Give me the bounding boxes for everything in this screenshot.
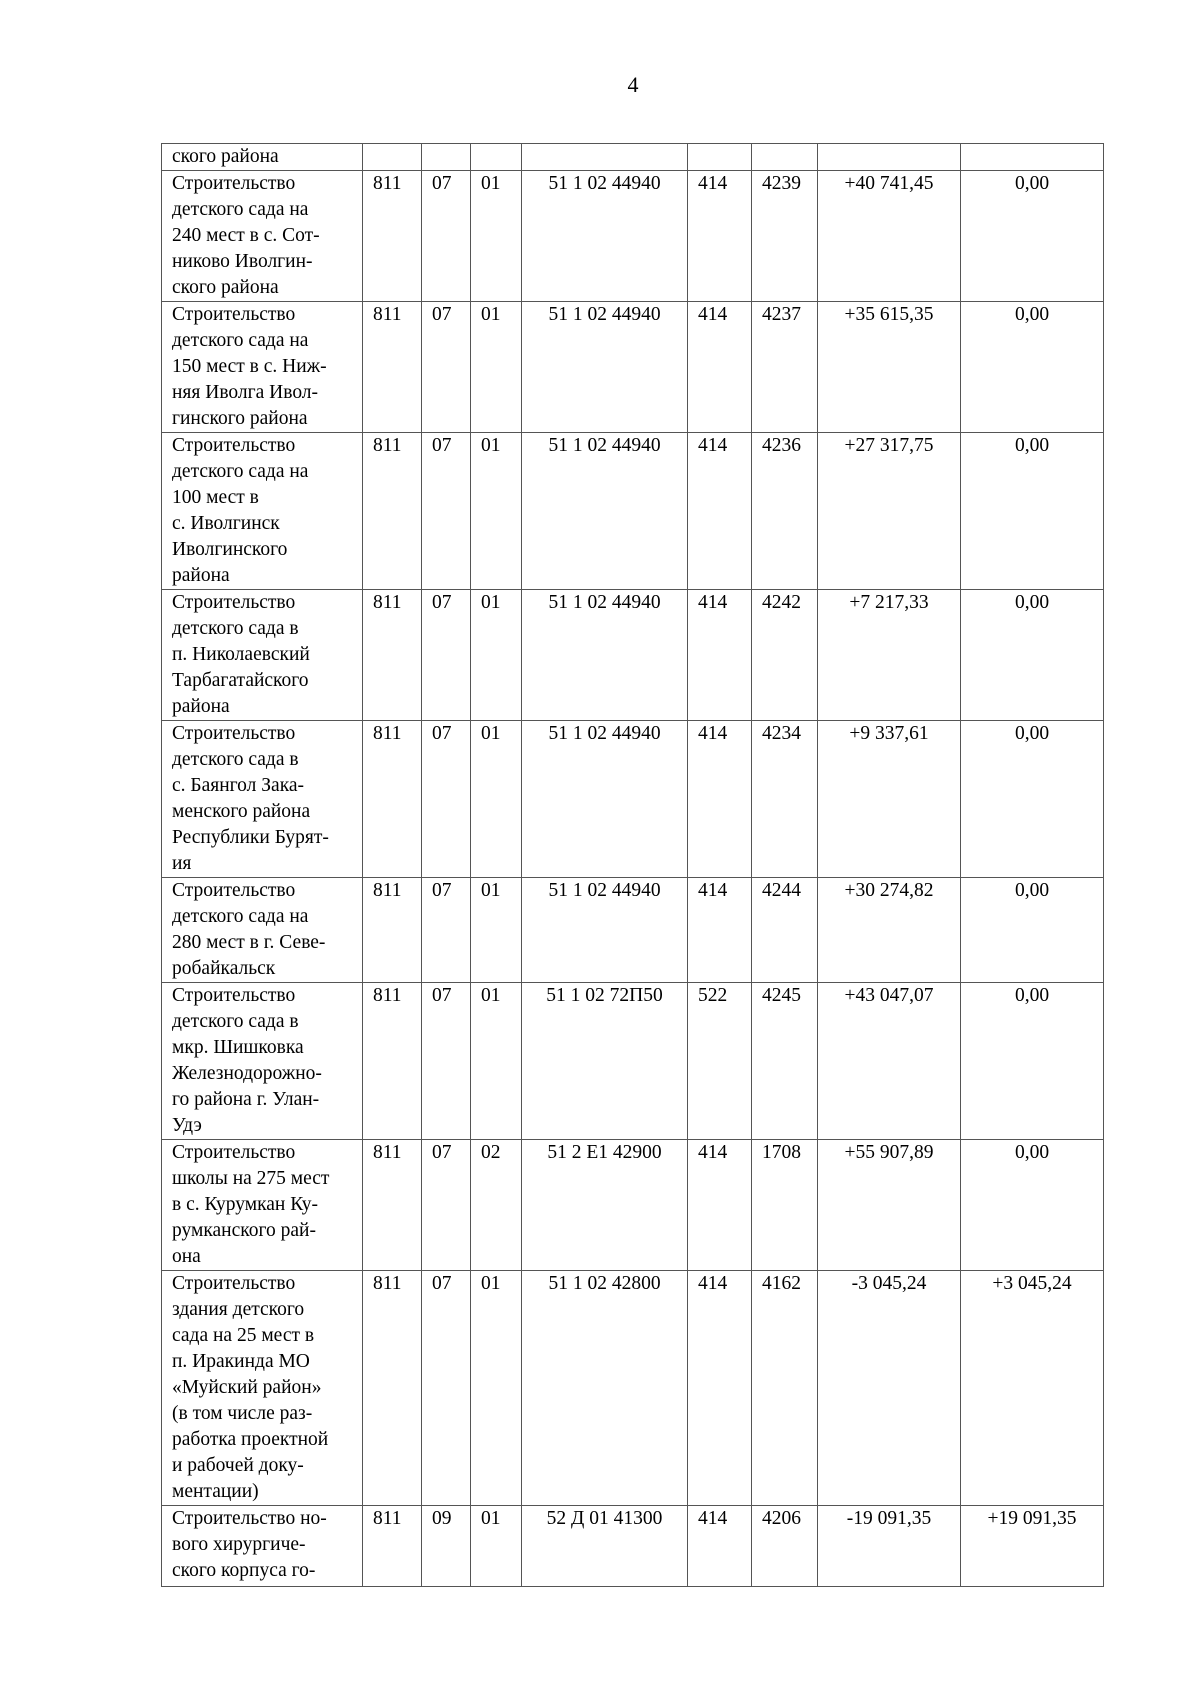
amount-next-cell: 0,00 bbox=[961, 983, 1104, 1140]
target-article-cell: 51 1 02 44940 bbox=[522, 433, 688, 590]
expense-type-cell bbox=[688, 144, 752, 171]
code-cell: 4236 bbox=[752, 433, 818, 590]
amount-next-cell: 0,00 bbox=[961, 878, 1104, 983]
object-name-cell: Строительство здания детского сада на 25 мест в п. Иракинда МО «Муйский район» (в том числе раз- работка проектной и рабочей доку- ментации) bbox=[162, 1271, 363, 1506]
object-name-cell: Строительство детского сада в п. Николаевский Тарбагатайского района bbox=[162, 590, 363, 721]
target-article-cell: 51 1 02 44940 bbox=[522, 878, 688, 983]
amount-next-cell bbox=[961, 144, 1104, 171]
subsection-code-cell: 01 bbox=[471, 721, 522, 878]
code-cell: 4245 bbox=[752, 983, 818, 1140]
target-article-cell: 51 1 02 44940 bbox=[522, 721, 688, 878]
table-row bbox=[162, 302, 1104, 433]
ministry-code-cell: 811 bbox=[363, 878, 422, 983]
ministry-code-cell: 811 bbox=[363, 983, 422, 1140]
amount-change-cell: +30 274,82 bbox=[818, 878, 961, 983]
subsection-code-cell: 02 bbox=[471, 1140, 522, 1271]
object-name-cell: Строительство школы на 275 мест в с. Курумкан Ку- румканского рай- она bbox=[162, 1140, 363, 1271]
expense-type-cell: 414 bbox=[688, 1271, 752, 1506]
amount-change-cell: +43 047,07 bbox=[818, 983, 961, 1140]
code-cell: 4237 bbox=[752, 302, 818, 433]
section-code-cell: 07 bbox=[422, 433, 471, 590]
section-code-cell: 07 bbox=[422, 721, 471, 878]
section-code-cell: 07 bbox=[422, 302, 471, 433]
subsection-code-cell: 01 bbox=[471, 983, 522, 1140]
section-code-cell: 07 bbox=[422, 1140, 471, 1271]
section-code-cell: 07 bbox=[422, 171, 471, 302]
object-name-cell: Строительство детского сада на 100 мест в с. Иволгинск Иволгинского района bbox=[162, 433, 363, 590]
section-code-cell: 07 bbox=[422, 878, 471, 983]
section-code-cell bbox=[422, 144, 471, 171]
object-name-cell: Строительство детского сада на 150 мест в с. Ниж- няя Иволга Ивол- гинского района bbox=[162, 302, 363, 433]
expense-type-cell: 414 bbox=[688, 302, 752, 433]
amount-next-cell: 0,00 bbox=[961, 171, 1104, 302]
table-row bbox=[162, 590, 1104, 721]
ministry-code-cell: 811 bbox=[363, 433, 422, 590]
ministry-code-cell bbox=[363, 144, 422, 171]
budget-table bbox=[161, 143, 1104, 1587]
table-row bbox=[162, 878, 1104, 983]
expense-type-cell: 414 bbox=[688, 433, 752, 590]
table-row bbox=[162, 433, 1104, 590]
amount-change-cell: -3 045,24 bbox=[818, 1271, 961, 1506]
object-name-cell: Строительство но- вого хирургиче- ского корпуса го- bbox=[162, 1506, 363, 1587]
amount-next-cell: 0,00 bbox=[961, 1140, 1104, 1271]
section-code-cell: 09 bbox=[422, 1506, 471, 1587]
amount-next-cell: 0,00 bbox=[961, 590, 1104, 721]
table-row bbox=[162, 1271, 1104, 1506]
code-cell: 4234 bbox=[752, 721, 818, 878]
code-cell: 4206 bbox=[752, 1506, 818, 1587]
table-row bbox=[162, 1506, 1104, 1587]
table-row bbox=[162, 983, 1104, 1140]
target-article-cell bbox=[522, 144, 688, 171]
object-name-cell: ского района bbox=[162, 144, 363, 171]
subsection-code-cell: 01 bbox=[471, 302, 522, 433]
code-cell: 1708 bbox=[752, 1140, 818, 1271]
amount-change-cell: +27 317,75 bbox=[818, 433, 961, 590]
ministry-code-cell: 811 bbox=[363, 590, 422, 721]
ministry-code-cell: 811 bbox=[363, 302, 422, 433]
object-name-cell: Строительство детского сада в с. Баянгол Зака- менского района Республики Бурят- ия bbox=[162, 721, 363, 878]
target-article-cell: 51 1 02 44940 bbox=[522, 590, 688, 721]
table-row bbox=[162, 171, 1104, 302]
object-name-cell: Строительство детского сада в мкр. Шишковка Железнодорожно- го района г. Улан- Удэ bbox=[162, 983, 363, 1140]
page-number: 4 bbox=[627, 72, 639, 97]
table-row bbox=[162, 144, 1104, 171]
amount-change-cell: +7 217,33 bbox=[818, 590, 961, 721]
expense-type-cell: 414 bbox=[688, 1140, 752, 1271]
amount-change-cell: +55 907,89 bbox=[818, 1140, 961, 1271]
code-cell: 4239 bbox=[752, 171, 818, 302]
ministry-code-cell: 811 bbox=[363, 171, 422, 302]
amount-change-cell: -19 091,35 bbox=[818, 1506, 961, 1587]
code-cell bbox=[752, 144, 818, 171]
expense-type-cell: 414 bbox=[688, 171, 752, 302]
section-code-cell: 07 bbox=[422, 590, 471, 721]
ministry-code-cell: 811 bbox=[363, 721, 422, 878]
expense-type-cell: 414 bbox=[688, 590, 752, 721]
amount-next-cell: 0,00 bbox=[961, 721, 1104, 878]
section-code-cell: 07 bbox=[422, 983, 471, 1140]
table-row bbox=[162, 721, 1104, 878]
code-cell: 4242 bbox=[752, 590, 818, 721]
code-cell: 4244 bbox=[752, 878, 818, 983]
expense-type-cell: 522 bbox=[688, 983, 752, 1140]
expense-type-cell: 414 bbox=[688, 1506, 752, 1587]
table-row bbox=[162, 1140, 1104, 1271]
amount-change-cell bbox=[818, 144, 961, 171]
target-article-cell: 51 2 Е1 42900 bbox=[522, 1140, 688, 1271]
target-article-cell: 52 Д 01 41300 bbox=[522, 1506, 688, 1587]
ministry-code-cell: 811 bbox=[363, 1271, 422, 1506]
object-name-cell: Строительство детского сада на 280 мест в г. Севе- робайкальск bbox=[162, 878, 363, 983]
subsection-code-cell: 01 bbox=[471, 878, 522, 983]
subsection-code-cell bbox=[471, 144, 522, 171]
subsection-code-cell: 01 bbox=[471, 1271, 522, 1506]
amount-next-cell: +3 045,24 bbox=[961, 1271, 1104, 1506]
subsection-code-cell: 01 bbox=[471, 433, 522, 590]
section-code-cell: 07 bbox=[422, 1271, 471, 1506]
table-body bbox=[162, 144, 1104, 1587]
subsection-code-cell: 01 bbox=[471, 1506, 522, 1587]
amount-change-cell: +35 615,35 bbox=[818, 302, 961, 433]
expense-type-cell: 414 bbox=[688, 878, 752, 983]
amount-next-cell: 0,00 bbox=[961, 433, 1104, 590]
ministry-code-cell: 811 bbox=[363, 1506, 422, 1587]
object-name-cell: Строительство детского сада на 240 мест в с. Сот- никово Иволгин- ского района bbox=[162, 171, 363, 302]
ministry-code-cell: 811 bbox=[363, 1140, 422, 1271]
subsection-code-cell: 01 bbox=[471, 171, 522, 302]
subsection-code-cell: 01 bbox=[471, 590, 522, 721]
amount-next-cell: +19 091,35 bbox=[961, 1506, 1104, 1587]
target-article-cell: 51 1 02 44940 bbox=[522, 171, 688, 302]
amount-change-cell: +9 337,61 bbox=[818, 721, 961, 878]
target-article-cell: 51 1 02 44940 bbox=[522, 302, 688, 433]
target-article-cell: 51 1 02 42800 bbox=[522, 1271, 688, 1506]
target-article-cell: 51 1 02 72П50 bbox=[522, 983, 688, 1140]
expense-type-cell: 414 bbox=[688, 721, 752, 878]
amount-next-cell: 0,00 bbox=[961, 302, 1104, 433]
code-cell: 4162 bbox=[752, 1271, 818, 1506]
amount-change-cell: +40 741,45 bbox=[818, 171, 961, 302]
